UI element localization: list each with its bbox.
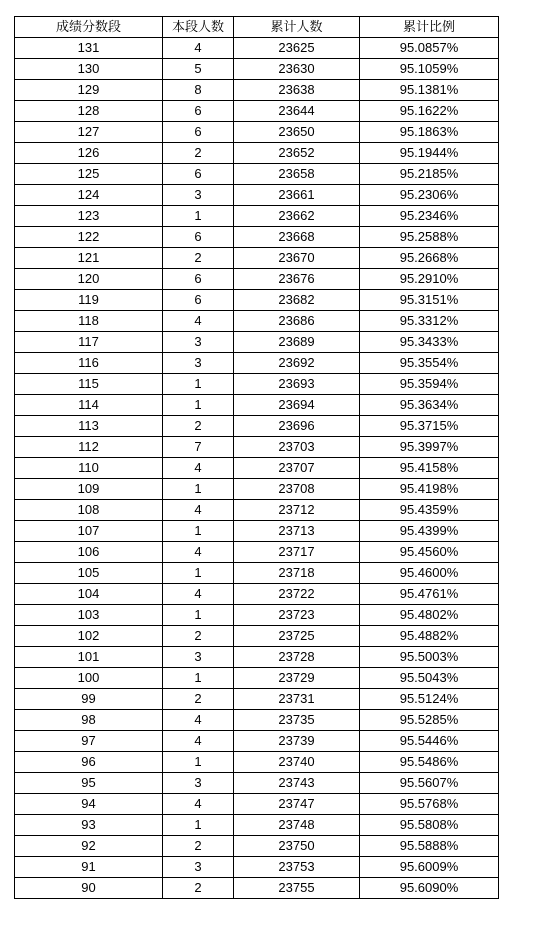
table-row (15, 290, 499, 311)
header-row (15, 17, 499, 38)
cumulative-ratio-cell: 95.5486% (360, 752, 499, 773)
cumulative-count-cell: 23689 (234, 332, 360, 353)
cumulative-count-cell: 23722 (234, 584, 360, 605)
cumulative-count-cell: 23740 (234, 752, 360, 773)
cumulative-ratio-cell: 95.6009% (360, 857, 499, 878)
table-row (15, 38, 499, 59)
table-row (15, 605, 499, 626)
band-count-cell: 2 (163, 248, 234, 269)
score-band-cell: 113 (15, 416, 163, 437)
score-band-cell: 121 (15, 248, 163, 269)
cumulative-count-cell: 23723 (234, 605, 360, 626)
score-band-cell: 118 (15, 311, 163, 332)
table-row (15, 584, 499, 605)
cumulative-count-cell: 23713 (234, 521, 360, 542)
cumulative-ratio-cell: 95.1381% (360, 80, 499, 101)
cumulative-count-cell: 23718 (234, 563, 360, 584)
cumulative-count-cell: 23753 (234, 857, 360, 878)
score-band-cell: 124 (15, 185, 163, 206)
cumulative-count-cell: 23735 (234, 710, 360, 731)
score-band-cell: 105 (15, 563, 163, 584)
band-count-cell: 2 (163, 416, 234, 437)
cumulative-count-cell: 23708 (234, 479, 360, 500)
cumulative-count-cell: 23670 (234, 248, 360, 269)
score-distribution-table (14, 16, 499, 899)
cumulative-ratio-cell: 95.5124% (360, 689, 499, 710)
cumulative-ratio-cell: 95.4761% (360, 584, 499, 605)
cumulative-count-cell: 23696 (234, 416, 360, 437)
score-band-cell: 96 (15, 752, 163, 773)
table-row (15, 353, 499, 374)
cumulative-ratio-cell: 95.1944% (360, 143, 499, 164)
table-row (15, 416, 499, 437)
table-row (15, 563, 499, 584)
score-band-cell: 103 (15, 605, 163, 626)
table-row (15, 689, 499, 710)
score-band-cell: 125 (15, 164, 163, 185)
score-band-cell: 116 (15, 353, 163, 374)
header-cumulative-count: 累计人数 (234, 17, 360, 38)
band-count-cell: 8 (163, 80, 234, 101)
score-band-cell: 126 (15, 143, 163, 164)
score-band-cell: 101 (15, 647, 163, 668)
header-band-count: 本段人数 (163, 17, 234, 38)
table-row (15, 458, 499, 479)
cumulative-count-cell: 23625 (234, 38, 360, 59)
table-header (15, 17, 499, 38)
cumulative-count-cell: 23755 (234, 878, 360, 899)
score-band-cell: 110 (15, 458, 163, 479)
cumulative-ratio-cell: 95.5607% (360, 773, 499, 794)
cumulative-count-cell: 23693 (234, 374, 360, 395)
table-row (15, 857, 499, 878)
score-band-cell: 93 (15, 815, 163, 836)
cumulative-ratio-cell: 95.2306% (360, 185, 499, 206)
band-count-cell: 3 (163, 773, 234, 794)
cumulative-ratio-cell: 95.3433% (360, 332, 499, 353)
table-row (15, 731, 499, 752)
cumulative-count-cell: 23750 (234, 836, 360, 857)
table-body (15, 38, 499, 899)
cumulative-ratio-cell: 95.4882% (360, 626, 499, 647)
cumulative-ratio-cell: 95.3715% (360, 416, 499, 437)
score-band-cell: 112 (15, 437, 163, 458)
cumulative-ratio-cell: 95.5888% (360, 836, 499, 857)
table-row (15, 647, 499, 668)
cumulative-ratio-cell: 95.4198% (360, 479, 499, 500)
table-row (15, 143, 499, 164)
header-score-band: 成绩分数段 (15, 17, 163, 38)
table-row (15, 248, 499, 269)
table-row (15, 437, 499, 458)
band-count-cell: 4 (163, 311, 234, 332)
cumulative-count-cell: 23703 (234, 437, 360, 458)
cumulative-count-cell: 23650 (234, 122, 360, 143)
cumulative-count-cell: 23707 (234, 458, 360, 479)
table-row (15, 227, 499, 248)
table-row (15, 836, 499, 857)
cumulative-ratio-cell: 95.5808% (360, 815, 499, 836)
score-band-cell: 90 (15, 878, 163, 899)
score-band-cell: 107 (15, 521, 163, 542)
table-row (15, 500, 499, 521)
band-count-cell: 1 (163, 395, 234, 416)
table-row (15, 311, 499, 332)
cumulative-count-cell: 23630 (234, 59, 360, 80)
cumulative-ratio-cell: 95.3594% (360, 374, 499, 395)
cumulative-count-cell: 23661 (234, 185, 360, 206)
band-count-cell: 3 (163, 185, 234, 206)
cumulative-ratio-cell: 95.3312% (360, 311, 499, 332)
band-count-cell: 2 (163, 143, 234, 164)
score-band-cell: 122 (15, 227, 163, 248)
score-band-cell: 99 (15, 689, 163, 710)
cumulative-ratio-cell: 95.3151% (360, 290, 499, 311)
cumulative-ratio-cell: 95.4802% (360, 605, 499, 626)
cumulative-ratio-cell: 95.4399% (360, 521, 499, 542)
band-count-cell: 2 (163, 689, 234, 710)
score-band-cell: 91 (15, 857, 163, 878)
score-band-cell: 120 (15, 269, 163, 290)
cumulative-ratio-cell: 95.5768% (360, 794, 499, 815)
score-band-cell: 128 (15, 101, 163, 122)
table-row (15, 794, 499, 815)
cumulative-count-cell: 23743 (234, 773, 360, 794)
score-band-cell: 100 (15, 668, 163, 689)
score-band-cell: 97 (15, 731, 163, 752)
table-row (15, 185, 499, 206)
cumulative-ratio-cell: 95.6090% (360, 878, 499, 899)
cumulative-count-cell: 23748 (234, 815, 360, 836)
cumulative-count-cell: 23728 (234, 647, 360, 668)
score-band-cell: 94 (15, 794, 163, 815)
header-cumulative-ratio: 累计比例 (360, 17, 499, 38)
score-band-cell: 127 (15, 122, 163, 143)
score-band-cell: 129 (15, 80, 163, 101)
cumulative-ratio-cell: 95.4600% (360, 563, 499, 584)
band-count-cell: 6 (163, 269, 234, 290)
score-band-cell: 119 (15, 290, 163, 311)
score-band-cell: 95 (15, 773, 163, 794)
cumulative-count-cell: 23686 (234, 311, 360, 332)
table-row (15, 206, 499, 227)
band-count-cell: 4 (163, 458, 234, 479)
band-count-cell: 3 (163, 647, 234, 668)
table-row (15, 815, 499, 836)
band-count-cell: 3 (163, 332, 234, 353)
band-count-cell: 6 (163, 227, 234, 248)
cumulative-ratio-cell: 95.2588% (360, 227, 499, 248)
band-count-cell: 4 (163, 542, 234, 563)
table-row (15, 878, 499, 899)
cumulative-ratio-cell: 95.4158% (360, 458, 499, 479)
band-count-cell: 6 (163, 164, 234, 185)
band-count-cell: 5 (163, 59, 234, 80)
cumulative-ratio-cell: 95.1622% (360, 101, 499, 122)
cumulative-ratio-cell: 95.5446% (360, 731, 499, 752)
table-row (15, 542, 499, 563)
band-count-cell: 4 (163, 500, 234, 521)
cumulative-ratio-cell: 95.5003% (360, 647, 499, 668)
cumulative-count-cell: 23662 (234, 206, 360, 227)
score-band-cell: 109 (15, 479, 163, 500)
table-row (15, 626, 499, 647)
cumulative-ratio-cell: 95.5043% (360, 668, 499, 689)
table-row (15, 59, 499, 80)
cumulative-ratio-cell: 95.1059% (360, 59, 499, 80)
table-row (15, 80, 499, 101)
table-row (15, 164, 499, 185)
cumulative-ratio-cell: 95.3554% (360, 353, 499, 374)
table-row (15, 773, 499, 794)
band-count-cell: 2 (163, 836, 234, 857)
cumulative-ratio-cell: 95.1863% (360, 122, 499, 143)
cumulative-count-cell: 23729 (234, 668, 360, 689)
cumulative-count-cell: 23725 (234, 626, 360, 647)
band-count-cell: 4 (163, 731, 234, 752)
cumulative-ratio-cell: 95.2668% (360, 248, 499, 269)
score-band-cell: 92 (15, 836, 163, 857)
band-count-cell: 3 (163, 857, 234, 878)
score-band-cell: 106 (15, 542, 163, 563)
cumulative-ratio-cell: 95.3997% (360, 437, 499, 458)
band-count-cell: 1 (163, 374, 234, 395)
band-count-cell: 4 (163, 710, 234, 731)
cumulative-count-cell: 23717 (234, 542, 360, 563)
band-count-cell: 2 (163, 878, 234, 899)
cumulative-count-cell: 23644 (234, 101, 360, 122)
cumulative-count-cell: 23652 (234, 143, 360, 164)
score-band-cell: 102 (15, 626, 163, 647)
cumulative-ratio-cell: 95.4560% (360, 542, 499, 563)
score-band-cell: 130 (15, 59, 163, 80)
cumulative-ratio-cell: 95.2910% (360, 269, 499, 290)
table-row (15, 521, 499, 542)
band-count-cell: 4 (163, 38, 234, 59)
cumulative-ratio-cell: 95.2185% (360, 164, 499, 185)
band-count-cell: 4 (163, 794, 234, 815)
cumulative-ratio-cell: 95.2346% (360, 206, 499, 227)
band-count-cell: 1 (163, 521, 234, 542)
score-band-cell: 108 (15, 500, 163, 521)
band-count-cell: 1 (163, 206, 234, 227)
cumulative-count-cell: 23682 (234, 290, 360, 311)
table-row (15, 332, 499, 353)
score-band-cell: 131 (15, 38, 163, 59)
cumulative-count-cell: 23638 (234, 80, 360, 101)
score-band-cell: 114 (15, 395, 163, 416)
band-count-cell: 4 (163, 584, 234, 605)
cumulative-count-cell: 23712 (234, 500, 360, 521)
cumulative-count-cell: 23658 (234, 164, 360, 185)
cumulative-ratio-cell: 95.4359% (360, 500, 499, 521)
band-count-cell: 1 (163, 815, 234, 836)
table-row (15, 668, 499, 689)
band-count-cell: 1 (163, 668, 234, 689)
table-row (15, 374, 499, 395)
band-count-cell: 1 (163, 563, 234, 584)
table-row (15, 269, 499, 290)
band-count-cell: 1 (163, 479, 234, 500)
table-row (15, 122, 499, 143)
band-count-cell: 6 (163, 101, 234, 122)
cumulative-ratio-cell: 95.0857% (360, 38, 499, 59)
cumulative-count-cell: 23676 (234, 269, 360, 290)
band-count-cell: 6 (163, 122, 234, 143)
band-count-cell: 1 (163, 752, 234, 773)
band-count-cell: 7 (163, 437, 234, 458)
cumulative-count-cell: 23739 (234, 731, 360, 752)
band-count-cell: 2 (163, 626, 234, 647)
cumulative-count-cell: 23694 (234, 395, 360, 416)
band-count-cell: 3 (163, 353, 234, 374)
cumulative-ratio-cell: 95.5285% (360, 710, 499, 731)
table-row (15, 479, 499, 500)
cumulative-count-cell: 23668 (234, 227, 360, 248)
score-band-cell: 117 (15, 332, 163, 353)
table-row (15, 710, 499, 731)
cumulative-count-cell: 23731 (234, 689, 360, 710)
table-row (15, 752, 499, 773)
score-band-cell: 104 (15, 584, 163, 605)
cumulative-count-cell: 23747 (234, 794, 360, 815)
cumulative-count-cell: 23692 (234, 353, 360, 374)
score-band-cell: 115 (15, 374, 163, 395)
score-band-cell: 98 (15, 710, 163, 731)
score-band-cell: 123 (15, 206, 163, 227)
cumulative-ratio-cell: 95.3634% (360, 395, 499, 416)
band-count-cell: 1 (163, 605, 234, 626)
table-row (15, 101, 499, 122)
band-count-cell: 6 (163, 290, 234, 311)
table-row (15, 395, 499, 416)
